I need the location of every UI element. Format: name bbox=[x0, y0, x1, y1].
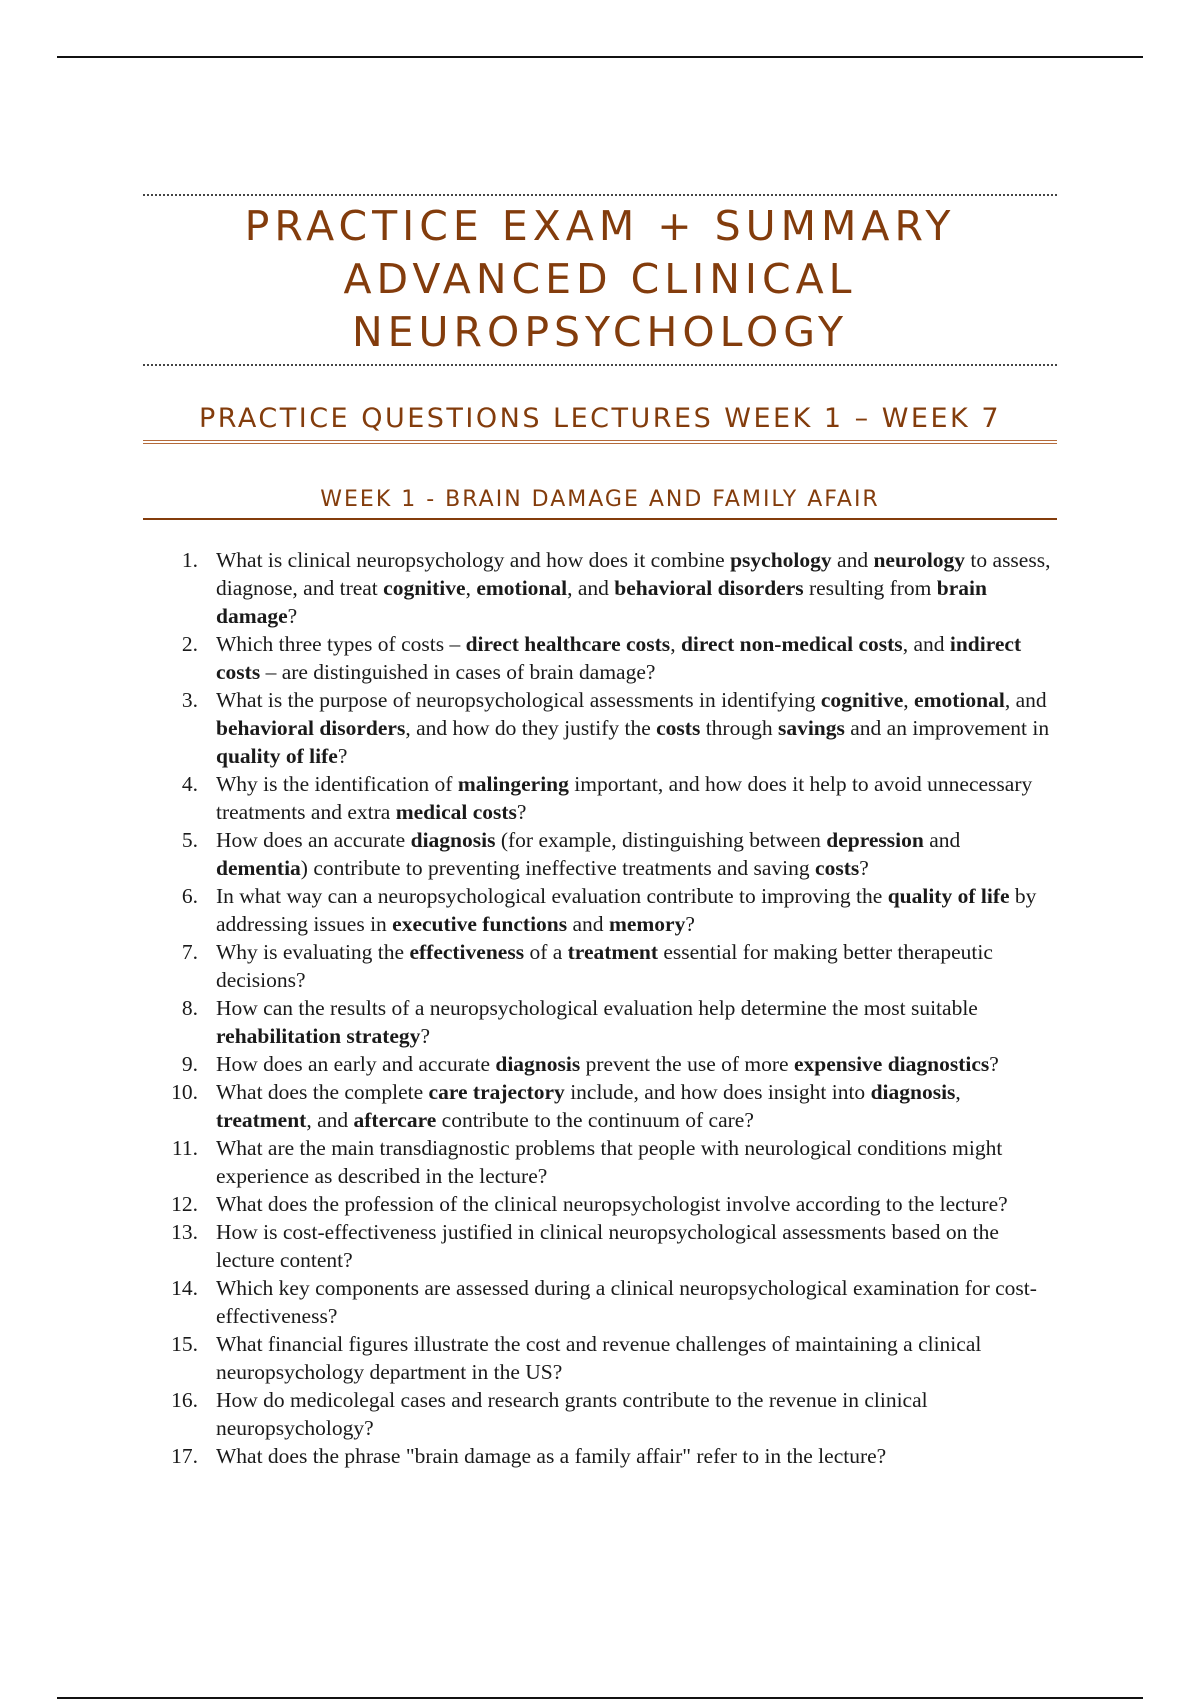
question-list bbox=[143, 546, 1057, 1470]
question-keyword: depression bbox=[826, 828, 924, 852]
question-text bbox=[216, 632, 1021, 684]
question-text-segment: , and bbox=[306, 1108, 354, 1132]
question-text bbox=[216, 1080, 961, 1132]
question-item bbox=[143, 686, 1057, 770]
question-text-segment: important, and how does it help to avoid unnecessary treatments and extra bbox=[216, 772, 1033, 824]
question-keyword: behavioral disorders bbox=[614, 576, 804, 600]
question-text-segment: ? bbox=[859, 856, 869, 880]
question-text-segment: ? bbox=[685, 912, 695, 936]
question-text bbox=[216, 1136, 1002, 1188]
question-text-segment: Which three types of costs – bbox=[216, 632, 466, 656]
question-text bbox=[216, 548, 1050, 628]
question-text-segment: What financial figures illustrate the cost and revenue challenges of maintaining a clinical neuropsychology department in the US? bbox=[216, 1332, 982, 1384]
question-text bbox=[216, 1444, 886, 1468]
question-text-segment: , bbox=[903, 688, 915, 712]
question-text-segment: and an improvement in bbox=[844, 716, 1050, 740]
question-keyword: emotional bbox=[914, 688, 1005, 712]
question-item bbox=[143, 938, 1057, 994]
question-keyword: expensive diagnostics bbox=[793, 1052, 990, 1076]
question-text-segment: What does the phrase "brain damage as a family affair" refer to in the lecture? bbox=[216, 1444, 887, 1468]
question-number: 8. bbox=[181, 996, 198, 1020]
question-number: 6. bbox=[181, 884, 198, 908]
page-top-rule bbox=[57, 56, 1143, 58]
question-text-segment: How does an early and accurate bbox=[216, 1052, 496, 1076]
question-item bbox=[143, 1442, 1057, 1470]
question-number: 16. bbox=[171, 1388, 198, 1412]
question-text-segment: resulting from bbox=[803, 576, 937, 600]
question-keyword: diagnosis bbox=[495, 1052, 581, 1076]
question-text-segment: and bbox=[567, 912, 609, 936]
question-text-segment: Why is evaluating the bbox=[216, 940, 410, 964]
question-keyword: treatment bbox=[567, 940, 658, 964]
question-text-segment: What does the profession of the clinical neuropsychologist involve according to the lecture? bbox=[216, 1192, 1008, 1216]
question-number: 4. bbox=[181, 772, 198, 796]
question-text bbox=[216, 1388, 928, 1440]
question-item bbox=[143, 546, 1057, 630]
question-text-segment: How is cost-effectiveness justified in clinical neuropsychological assessments based on the lecture content? bbox=[216, 1220, 999, 1272]
question-item bbox=[143, 1050, 1057, 1078]
question-text-segment: (for example, distinguishing between bbox=[495, 828, 827, 852]
question-keyword: memory bbox=[608, 912, 686, 936]
question-text-segment: What are the main transdiagnostic problems that people with neurological conditions might experience as described in the lecture? bbox=[216, 1136, 1003, 1188]
question-number: 13. bbox=[171, 1220, 198, 1244]
title-block bbox=[143, 194, 1057, 366]
question-text bbox=[216, 996, 978, 1048]
question-text-segment: , and bbox=[567, 576, 615, 600]
question-number: 2. bbox=[181, 632, 198, 656]
question-keyword: diagnosis bbox=[410, 828, 496, 852]
document-title bbox=[143, 196, 1057, 359]
question-item bbox=[143, 882, 1057, 938]
question-keyword: rehabilitation strategy bbox=[216, 1024, 421, 1048]
question-item bbox=[143, 1134, 1057, 1190]
question-text bbox=[216, 1220, 999, 1272]
question-number: 5. bbox=[181, 828, 198, 852]
question-text-segment: Which key components are assessed during a clinical neuropsychological examination for cost-effectiveness? bbox=[216, 1276, 1037, 1328]
question-number: 7. bbox=[181, 940, 198, 964]
question-item bbox=[143, 1078, 1057, 1134]
question-text bbox=[216, 1052, 999, 1076]
question-keyword: dementia bbox=[216, 856, 301, 880]
question-text-segment: ? bbox=[420, 1024, 430, 1048]
section-subtitle: PRACTICE QUESTIONS LECTURES WEEK 1 – WEEK 7 bbox=[143, 400, 1057, 444]
question-text bbox=[216, 1192, 1008, 1216]
question-keyword: medical costs bbox=[395, 800, 517, 824]
question-text-segment: ? bbox=[337, 744, 348, 768]
question-keyword: quality of life bbox=[216, 744, 338, 768]
question-keyword: direct non-medical costs bbox=[680, 632, 903, 656]
question-text-segment: essential for making better therapeutic decisions? bbox=[216, 940, 993, 992]
page-bottom-rule bbox=[57, 1697, 1143, 1699]
question-text-segment: , and how do they justify the bbox=[405, 716, 657, 740]
question-item bbox=[143, 1274, 1057, 1330]
question-text bbox=[216, 940, 993, 992]
question-text-segment: , and bbox=[902, 632, 950, 656]
question-text bbox=[216, 884, 1036, 936]
question-number: 17. bbox=[171, 1444, 198, 1468]
question-number: 3. bbox=[181, 688, 198, 712]
question-keyword: brain damage bbox=[216, 576, 987, 628]
question-number: 12. bbox=[171, 1192, 198, 1216]
question-keyword: diagnosis bbox=[870, 1080, 956, 1104]
question-text-segment: In what way can a neuropsychological evaluation contribute to improving the bbox=[216, 884, 888, 908]
question-number: 11. bbox=[171, 1136, 198, 1160]
question-keyword: quality of life bbox=[887, 884, 1010, 908]
question-number: 15. bbox=[171, 1332, 198, 1356]
question-item bbox=[143, 826, 1057, 882]
question-text-segment: and bbox=[831, 548, 874, 572]
title-line-3: NEUROPSYCHOLOGY bbox=[351, 308, 849, 356]
question-number: 10. bbox=[171, 1080, 198, 1104]
question-text-segment: contribute to the continuum of care? bbox=[436, 1108, 754, 1132]
question-item bbox=[143, 630, 1057, 686]
question-keyword: malingering bbox=[457, 772, 569, 796]
question-text-segment: and bbox=[923, 828, 961, 852]
question-keyword: cognitive bbox=[820, 688, 904, 712]
question-text-segment: What is clinical neuropsychology and how does it combine bbox=[216, 548, 731, 572]
question-text-segment: through bbox=[700, 716, 778, 740]
question-item bbox=[143, 770, 1057, 826]
question-text-segment: How can the results of a neuropsychological evaluation help determine the most suitable bbox=[216, 996, 978, 1020]
question-text bbox=[216, 828, 960, 880]
question-text-segment: What does the complete bbox=[216, 1080, 429, 1104]
question-item bbox=[143, 1190, 1057, 1218]
question-keyword: neurology bbox=[873, 548, 966, 572]
question-keyword: behavioral disorders bbox=[216, 716, 406, 740]
question-item bbox=[143, 1330, 1057, 1386]
question-text-segment: , bbox=[670, 632, 681, 656]
question-text bbox=[216, 772, 1032, 824]
question-text-segment: , bbox=[955, 1080, 961, 1104]
question-text-segment: Why is the identification of bbox=[216, 772, 458, 796]
title-line-2: ADVANCED CLINICAL bbox=[343, 255, 857, 303]
question-keyword: executive functions bbox=[392, 912, 568, 936]
question-item bbox=[143, 994, 1057, 1050]
question-number: 1. bbox=[181, 548, 198, 572]
week-heading: WEEK 1 - BRAIN DAMAGE AND FAMILY AFAIR bbox=[143, 482, 1057, 520]
question-text-segment: ? bbox=[287, 604, 298, 628]
question-text-segment: of a bbox=[524, 940, 568, 964]
question-text-segment: by addressing issues in bbox=[216, 884, 1037, 936]
question-keyword: costs bbox=[815, 856, 860, 880]
question-keyword: care trajectory bbox=[428, 1080, 565, 1104]
question-text bbox=[216, 1332, 981, 1384]
question-text-segment: What is the purpose of neuropsychological assessments in identifying bbox=[216, 688, 821, 712]
question-keyword: savings bbox=[777, 716, 845, 740]
question-text-segment: , bbox=[465, 576, 477, 600]
question-keyword: costs bbox=[656, 716, 701, 740]
question-text-segment: How do medicolegal cases and research grants contribute to the revenue in clinical neuropsychology? bbox=[216, 1388, 928, 1440]
question-text-segment: ? bbox=[516, 800, 527, 824]
question-text-segment: ? bbox=[989, 1052, 999, 1076]
question-text-segment: include, and how does insight into bbox=[564, 1080, 871, 1104]
question-keyword: direct healthcare costs bbox=[465, 632, 671, 656]
question-text-segment: How does an accurate bbox=[216, 828, 411, 852]
question-keyword: aftercare bbox=[353, 1108, 437, 1132]
question-keyword: emotional bbox=[476, 576, 568, 600]
title-line-1: PRACTICE EXAM + SUMMARY bbox=[244, 202, 956, 250]
question-item bbox=[143, 1386, 1057, 1442]
question-keyword: indirect costs bbox=[216, 632, 1022, 684]
question-keyword: cognitive bbox=[383, 576, 466, 600]
question-keyword: effectiveness bbox=[409, 940, 525, 964]
question-text-segment: to assess, diagnose, and treat bbox=[216, 548, 1051, 600]
question-keyword: psychology bbox=[730, 548, 832, 572]
question-keyword: treatment bbox=[216, 1108, 307, 1132]
question-text bbox=[216, 1276, 1037, 1328]
question-number: 9. bbox=[181, 1052, 198, 1076]
question-number: 14. bbox=[171, 1276, 198, 1300]
question-text-segment: – are distinguished in cases of brain damage? bbox=[260, 660, 656, 684]
question-text-segment: ) contribute to preventing ineffective treatments and saving bbox=[300, 856, 816, 880]
question-text-segment: , and bbox=[1004, 688, 1047, 712]
question-item bbox=[143, 1218, 1057, 1274]
question-text-segment: prevent the use of more bbox=[580, 1052, 794, 1076]
question-text bbox=[216, 688, 1049, 768]
